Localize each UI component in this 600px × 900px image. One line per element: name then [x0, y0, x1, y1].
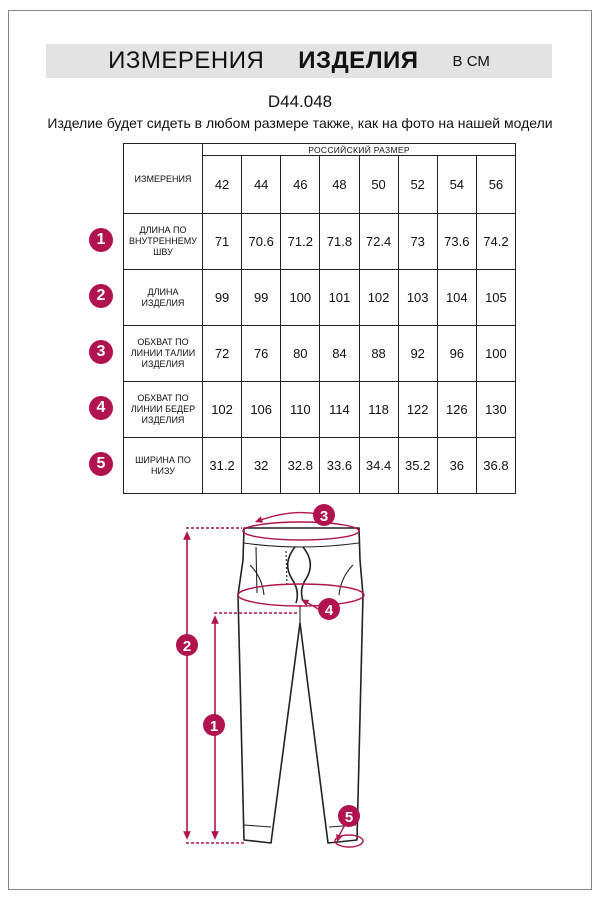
table-cell: 114	[320, 382, 359, 438]
table-cell: 31.2	[203, 438, 242, 494]
table-cell: 33.6	[320, 438, 359, 494]
table-cell: 72	[203, 326, 242, 382]
pants-diagram	[0, 495, 600, 865]
table-row-waist	[124, 326, 516, 382]
title-unit: В СМ	[452, 52, 490, 70]
size-header: 44	[242, 156, 281, 214]
size-header: 42	[203, 156, 242, 214]
table-cell: 32.8	[281, 438, 320, 494]
table-cell: 35.2	[398, 438, 437, 494]
table-cell: 71.2	[281, 214, 320, 270]
marker-label: 5	[344, 809, 354, 826]
table-cell: 36.8	[476, 438, 515, 494]
table-cell: 73.6	[437, 214, 476, 270]
size-table	[123, 143, 516, 494]
marker-label: 4	[324, 602, 334, 619]
table-cell: 105	[476, 270, 515, 326]
fit-note: Изделие будет сидеть в любом размере также, как на фото на нашей модели	[47, 115, 553, 131]
title-measurements: ИЗМЕРЕНИЯ	[108, 47, 265, 74]
row-number-badge: 3	[89, 340, 113, 364]
diagram-marker	[338, 805, 360, 827]
table-cell: 126	[437, 382, 476, 438]
size-header: 52	[398, 156, 437, 214]
marker-label: 3	[319, 508, 329, 525]
table-cell: 96	[437, 326, 476, 382]
table-cell: 72.4	[359, 214, 398, 270]
table-cell: 32	[242, 438, 281, 494]
table-cell: 118	[359, 382, 398, 438]
table-cell: 70.6	[242, 214, 281, 270]
table-cell: 130	[476, 382, 515, 438]
table-cell: 122	[398, 382, 437, 438]
table-cell: 74.2	[476, 214, 515, 270]
row-number-badge: 2	[89, 284, 113, 308]
table-cell: 80	[281, 326, 320, 382]
title-product: ИЗДЕЛИЯ	[298, 47, 419, 74]
row-label: ДЛИНА ПО ВНУТРЕННЕМУ ШВУ	[124, 214, 203, 270]
table-cell: 104	[437, 270, 476, 326]
table-cell: 101	[320, 270, 359, 326]
table-row-hem-width	[124, 438, 516, 494]
table-cell: 84	[320, 326, 359, 382]
row-label: ДЛИНА ИЗДЕЛИЯ	[124, 270, 203, 326]
table-cell: 71.8	[320, 214, 359, 270]
diagram-marker	[203, 714, 225, 736]
measurements-header: ИЗМЕРЕНИЯ	[124, 144, 203, 214]
title-band	[46, 44, 552, 78]
size-header: 46	[281, 156, 320, 214]
table-row-hips	[124, 382, 516, 438]
size-header: 48	[320, 156, 359, 214]
table-cell: 88	[359, 326, 398, 382]
size-system-header: РОССИЙСКИЙ РАЗМЕР	[203, 144, 516, 156]
table-cell: 76	[242, 326, 281, 382]
table-cell: 92	[398, 326, 437, 382]
table-cell: 100	[476, 326, 515, 382]
table-cell: 36	[437, 438, 476, 494]
row-label: ШИРИНА ПО НИЗУ	[124, 438, 203, 494]
row-number-badge: 1	[89, 228, 113, 252]
row-label: ОБХВАТ ПО ЛИНИИ БЕДЕР ИЗДЕЛИЯ	[124, 382, 203, 438]
size-header: 56	[476, 156, 515, 214]
table-cell: 103	[398, 270, 437, 326]
size-header: 54	[437, 156, 476, 214]
table-cell: 100	[281, 270, 320, 326]
table-cell: 102	[203, 382, 242, 438]
table-cell: 102	[359, 270, 398, 326]
table-cell: 73	[398, 214, 437, 270]
row-label: ОБХВАТ ПО ЛИНИИ ТАЛИИ ИЗДЕЛИЯ	[124, 326, 203, 382]
table-cell: 106	[242, 382, 281, 438]
marker-label: 2	[182, 638, 192, 655]
table-cell: 71	[203, 214, 242, 270]
table-cell: 34.4	[359, 438, 398, 494]
diagram-marker	[318, 598, 340, 620]
row-number-badge: 4	[89, 396, 113, 420]
table-row-length	[124, 270, 516, 326]
marker-label: 1	[209, 718, 219, 735]
table-cell: 99	[242, 270, 281, 326]
size-header: 50	[359, 156, 398, 214]
article-code: D44.048	[267, 92, 333, 111]
diagram-marker	[176, 634, 198, 656]
table-cell: 99	[203, 270, 242, 326]
table-row-inseam	[124, 214, 516, 270]
row-number-badge: 5	[89, 452, 113, 476]
length-arrows	[187, 535, 215, 836]
diagram-marker	[313, 504, 335, 526]
table-cell: 110	[281, 382, 320, 438]
